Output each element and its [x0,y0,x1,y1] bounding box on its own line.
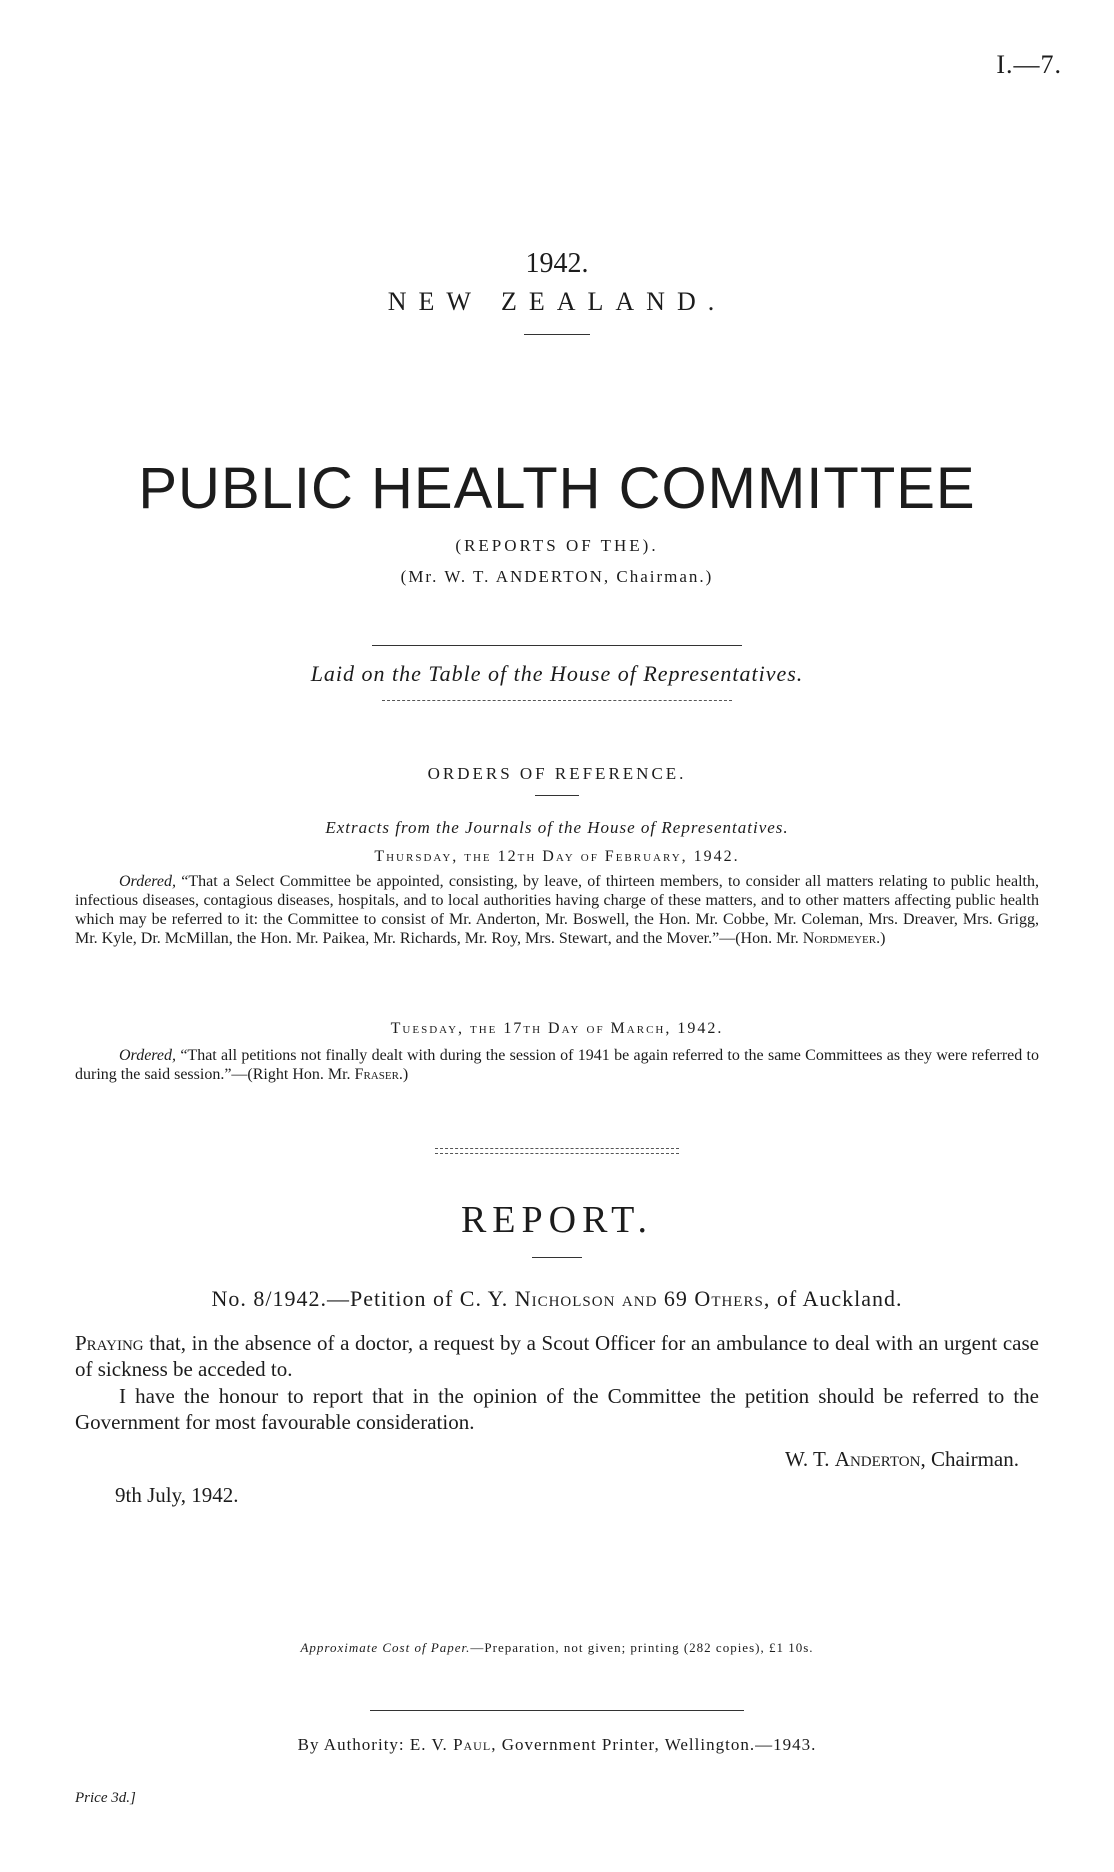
cost-text: —Preparation, not given; printing (282 copies), £1 10s. [470,1640,814,1655]
divider-rule [532,1257,582,1258]
order-text: “That a Select Committee be appointed, consisting, by leave, of thirteen members, to consider all matters relating to public health, infectious diseases, contagious diseases, hospitals, and to local authorities having charge of these matters, and to other matters affecting public health which may be referred to it: the Committee to consist of Mr. Anderton, Mr. Boswell, the Hon. Mr. Cobbe, Mr. Coleman, Mrs. Dreaver, Mrs. Grigg, Mr. Kyle, Dr. McMillan, the Hon. Mr. Paikea, Mr. Richards, Mr. Roy, Mrs. Stewart, and the Mover.”—(Hon. Mr. [75,873,1039,947]
document-code: I.—7. [996,50,1062,79]
chairman-line: (Mr. W. T. ANDERTON, Chairman.) [400,567,714,586]
order-text-end: .) [398,1066,409,1083]
price-label: Price 3d.] [75,1790,136,1806]
cost-of-paper-line [0,1640,1114,1656]
order-text: “That all petitions not finally dealt with during the session of 1941 be again referred to the same Committees as they were referred to during the said session.”—(Right Hon. Mr. [75,1047,1039,1083]
country-name: NEW ZEALAND. [387,287,727,316]
order-paragraph [75,872,1039,948]
petition-line [0,1286,1114,1312]
publication-year: 1942. [525,248,589,279]
authority-line [0,1735,1114,1755]
report-date: 9th July, 1942. [115,1483,239,1507]
praying-paragraph [75,1330,1039,1382]
ordered-label: Ordered, [119,873,177,890]
divider-rule [435,1148,679,1149]
mover-name: Fraser [354,1066,399,1083]
praying-label: Praying [75,1331,144,1355]
divider-rule [370,1710,744,1711]
divider-rule [524,334,590,335]
report-heading: REPORT. [460,1199,654,1241]
praying-text: that, in the absence of a doctor, a request by a Scout Officer for an ambulance to deal with an urgent case of sickness be acceded to. [75,1331,1039,1381]
signature-initials: W. T. [784,1447,835,1471]
signature-role: , Chairman. [920,1447,1019,1471]
cost-label: Approximate Cost of Paper. [300,1640,471,1655]
petitioner-names: C. Y. Nicholson and 69 Others [459,1286,764,1311]
authority-prefix: By Authority: E. V. [297,1735,454,1754]
extracts-line: Extracts from the Journals of the House of Representatives. [325,818,789,837]
petition-place: , of Auckland. [763,1286,903,1311]
order-date: Thursday, the 12th Day of February, 1942. [374,848,740,865]
petition-number: No. 8/1942.—Petition of [211,1286,460,1311]
divider-rule [535,795,579,796]
divider-rule [372,645,742,646]
ordered-label: Ordered, [119,1047,177,1064]
page-subtitle: (REPORTS OF THE). [455,536,659,555]
signature-name: Anderton [834,1447,921,1471]
page-title: PUBLIC HEALTH COMMITTEE [138,456,976,521]
mover-name: Nordmeyer [802,930,877,947]
order-paragraph [75,1046,1039,1084]
opinion-paragraph: I have the honour to report that in the opinion of the Committee the petition should be referred to the Government for most favourable consideration. [75,1384,1039,1434]
authority-suffix: , Government Printer, Wellington.—1943. [491,1735,817,1754]
printer-name: Paul [453,1735,492,1754]
divider-rule [382,700,732,701]
signature-line [785,1447,1019,1472]
orders-heading: ORDERS OF REFERENCE. [427,764,687,783]
order-text-end: .) [876,930,886,947]
divider-rule [435,1153,679,1154]
laid-on-table-line: Laid on the Table of the House of Representatives. [310,661,804,686]
order-date: Tuesday, the 17th Day of March, 1942. [390,1020,724,1037]
